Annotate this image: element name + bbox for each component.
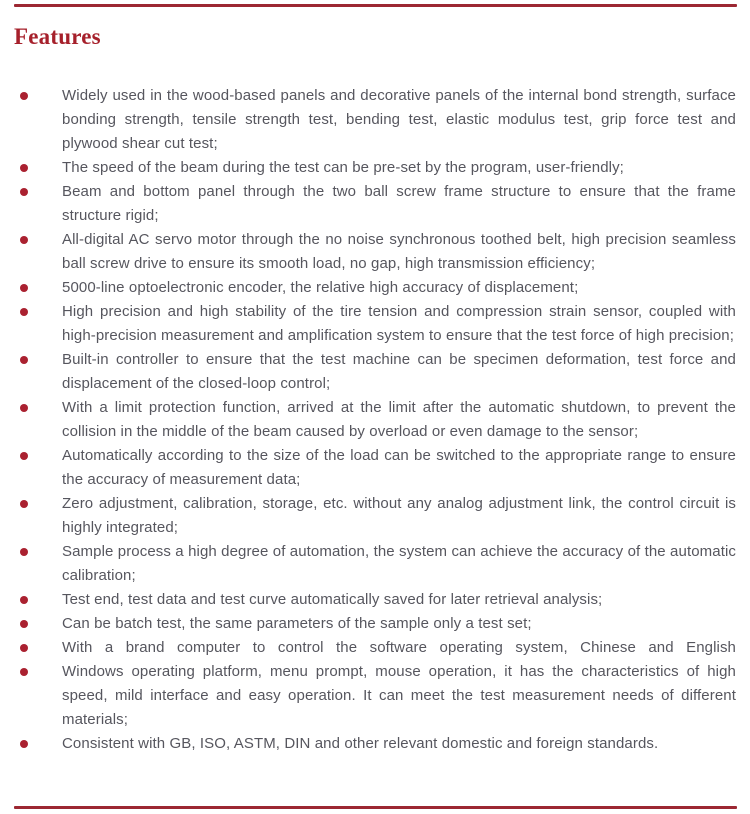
list-item-text: All-digital AC servo motor through the no noise synchronous toothed belt, high precision seamless ball screw drive to ensure its smooth load, no gap, high transmission efficiency;	[62, 231, 736, 272]
list-item-text: Test end, test data and test curve automatically saved for later retrieval analysis;	[62, 591, 603, 608]
bullet-icon	[20, 404, 28, 412]
top-divider	[14, 4, 737, 7]
list-item-text: The speed of the beam during the test can be pre-set by the program, user-friendly;	[62, 159, 624, 176]
list-item	[0, 588, 750, 612]
list-item	[0, 300, 750, 348]
list-item	[0, 276, 750, 300]
features-list	[0, 84, 750, 756]
list-item	[0, 612, 750, 636]
list-item	[0, 636, 750, 660]
list-item-text: Consistent with GB, ISO, ASTM, DIN and other relevant domestic and foreign standards.	[62, 735, 659, 752]
bullet-icon	[20, 308, 28, 316]
list-item-text: Beam and bottom panel through the two ball screw frame structure to ensure that the frame structure rigid;	[62, 183, 736, 224]
bottom-divider	[14, 806, 737, 809]
list-item	[0, 444, 750, 492]
bullet-icon	[20, 644, 28, 652]
list-item	[0, 228, 750, 276]
bullet-icon	[20, 668, 28, 676]
bullet-icon	[20, 452, 28, 460]
list-item-text: Built-in controller to ensure that the test machine can be specimen deformation, test force and displacement of the closed-loop control;	[62, 351, 736, 392]
list-item	[0, 348, 750, 396]
list-item-text: Windows operating platform, menu prompt, mouse operation, it has the characteristics of high speed, mild interface and easy operation. It can meet the test measurement needs of different materials;	[62, 663, 736, 728]
bullet-icon	[20, 284, 28, 292]
list-item	[0, 540, 750, 588]
bullet-icon	[20, 188, 28, 196]
list-item-text: High precision and high stability of the tire tension and compression strain sensor, coupled with high-precision measurement and amplification system to ensure that the test force of high precision;	[62, 303, 736, 344]
bullet-icon	[20, 236, 28, 244]
bullet-icon	[20, 500, 28, 508]
list-item	[0, 396, 750, 444]
list-item-text: Sample process a high degree of automation, the system can achieve the accuracy of the automatic calibration;	[62, 543, 736, 584]
list-item-text: 5000-line optoelectronic encoder, the relative high accuracy of displacement;	[62, 279, 579, 296]
bullet-icon	[20, 620, 28, 628]
list-item	[0, 732, 750, 756]
list-item-text: Widely used in the wood-based panels and decorative panels of the internal bond strength, surface bonding strength, tensile strength test, bending test, elastic modulus test, grip force test and plywood shear cut test;	[62, 87, 736, 152]
bullet-icon	[20, 548, 28, 556]
list-item-text: Automatically according to the size of the load can be switched to the appropriate range to ensure the accuracy of measurement data;	[62, 447, 736, 488]
bullet-icon	[20, 596, 28, 604]
bullet-icon	[20, 164, 28, 172]
list-item	[0, 492, 750, 540]
bullet-icon	[20, 356, 28, 364]
list-item	[0, 156, 750, 180]
list-item-text: With a limit protection function, arrived at the limit after the automatic shutdown, to prevent the collision in the middle of the beam caused by overload or even damage to the sensor;	[62, 399, 736, 440]
list-item	[0, 180, 750, 228]
list-item-text: With a brand computer to control the software operating system, Chinese and English	[62, 639, 736, 656]
page-title: Features	[14, 24, 101, 49]
bullet-icon	[20, 740, 28, 748]
list-item	[0, 660, 750, 732]
bullet-icon	[20, 92, 28, 100]
list-item-text: Zero adjustment, calibration, storage, etc. without any analog adjustment link, the control circuit is highly integrated;	[62, 495, 736, 536]
list-item	[0, 84, 750, 156]
list-item-text: Can be batch test, the same parameters of the sample only a test set;	[62, 615, 532, 632]
